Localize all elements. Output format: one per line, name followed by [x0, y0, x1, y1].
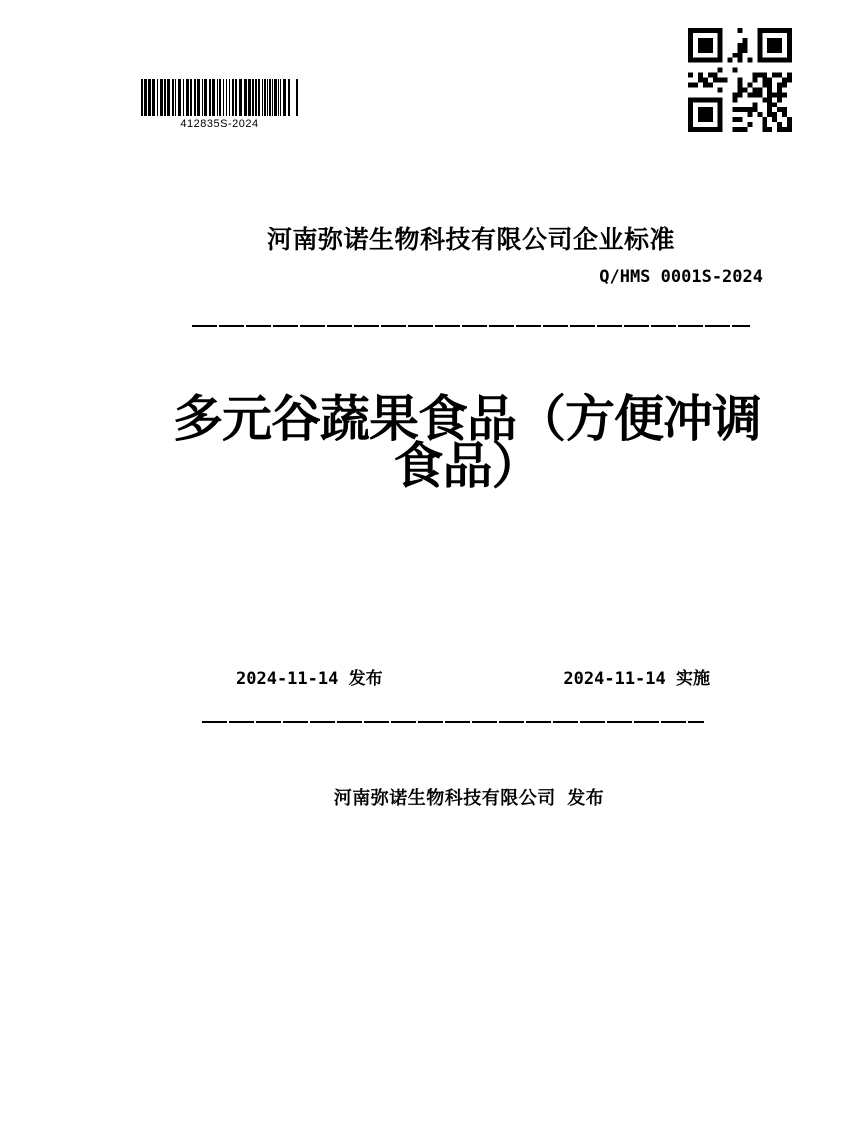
footer-publisher: 河南弥诺生物科技有限公司 发布	[333, 788, 605, 808]
standard-number: Q/HMS 0001S-2024	[599, 267, 763, 287]
top-divider	[192, 325, 750, 327]
implement-date: 2024-11-14 实施	[563, 669, 710, 689]
document-title	[147, 391, 787, 494]
qr-code-image	[688, 28, 792, 132]
bottom-divider	[202, 721, 704, 723]
barcode-label: 412835S-2024	[180, 118, 259, 130]
barcode	[141, 79, 298, 130]
publish-date: 2024-11-14 发布	[236, 669, 383, 689]
document-title-line1: 多元谷蔬果食品（方便冲调	[173, 391, 761, 447]
barcode-image	[141, 79, 298, 116]
document-title-line2: 食品）	[393, 438, 541, 494]
company-standard-heading: 河南弥诺生物科技有限公司企业标准	[266, 226, 676, 254]
